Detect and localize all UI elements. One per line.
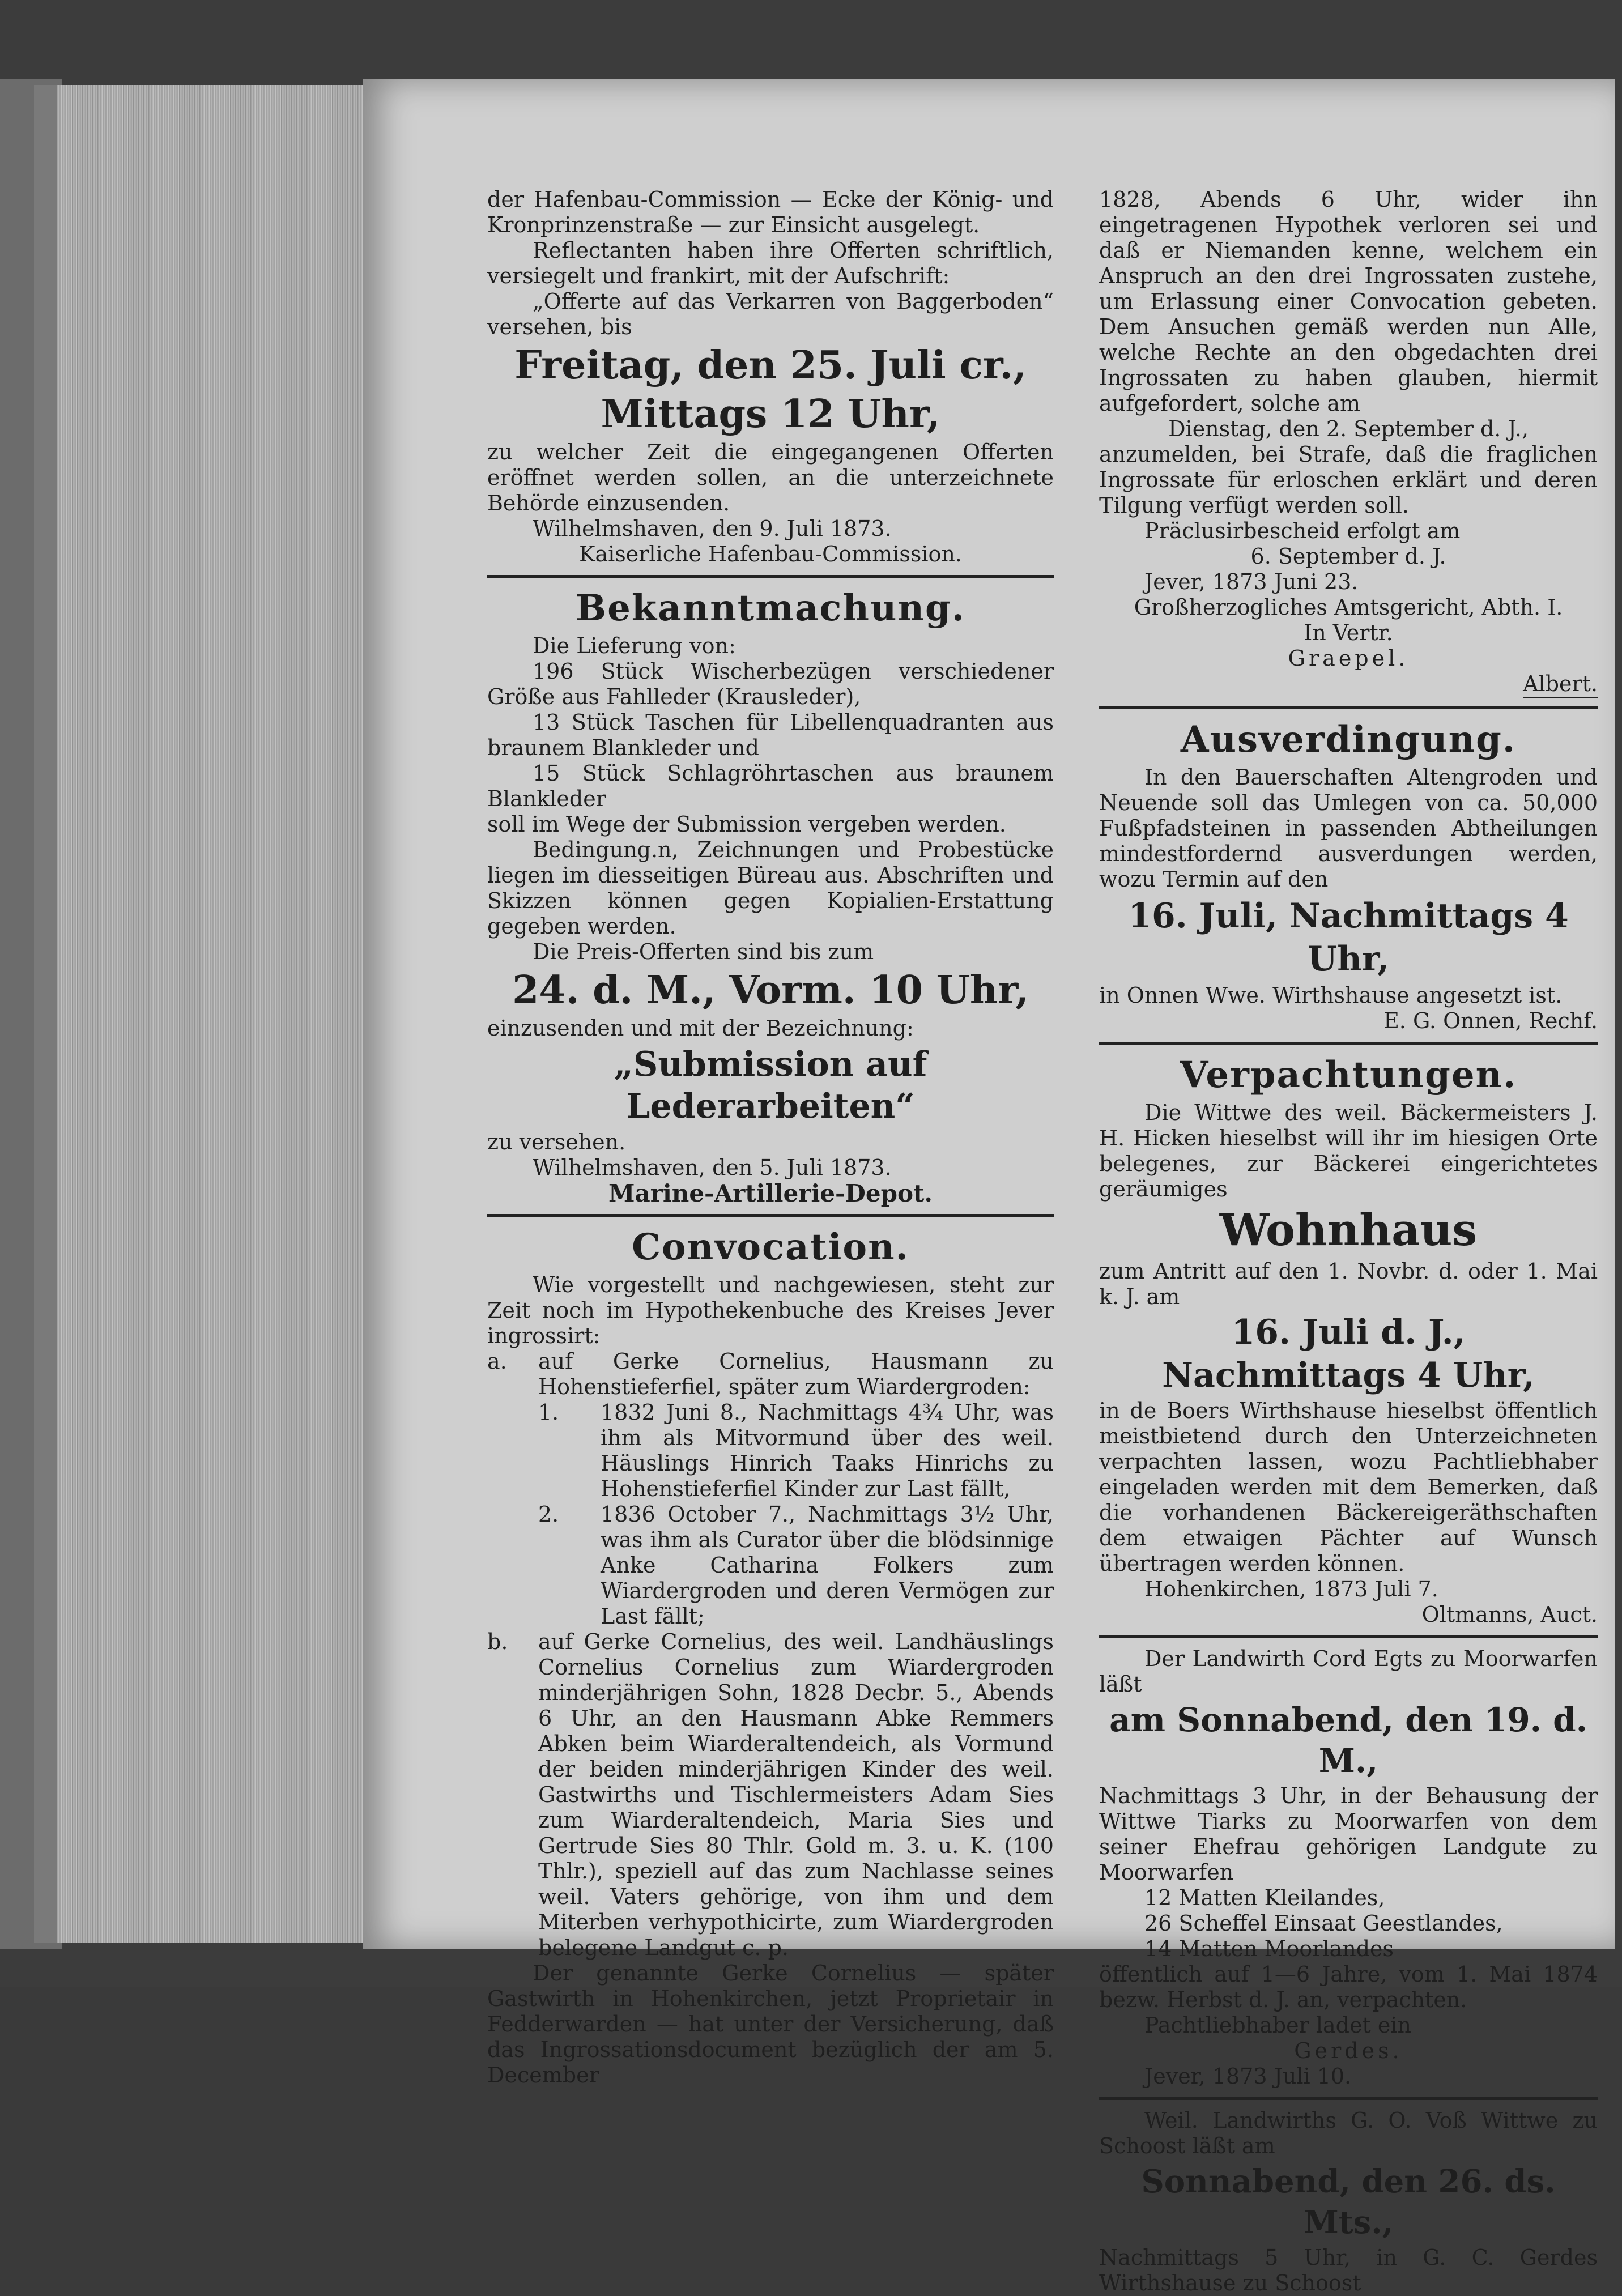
notice-text: In den Bauerschaften Altengroden und Neuende soll das Umlegen von ca. 50,000 Fußpfadsteinen in passenden Abtheilungen mindestfordernd ausverdungen werden, wozu Termin auf den (1099, 765, 1598, 892)
divider (1099, 1635, 1598, 1638)
notice-list-item: 26 Scheffel Einsaat Geestlandes, (1144, 1911, 1503, 1936)
signature: In Vertr. (1304, 620, 1393, 645)
notice-text: Die Wittwe des weil. Bäckermeisters J. H. Hicken hieselbst will ihr im hiesigen Orte belegenes, zur Bäckerei eingerichtetes geräumiges (1099, 1100, 1598, 1202)
notice-text: Der genannte Gerke Cornelius — später Gastwirth in Hohenkirchen, jetzt Proprietair in Fedderwarden — hat unter der Versicherung, daß das Ingrossationsdocument bezüglich der am 5. December (487, 1961, 1054, 2088)
notice-label: „Submission auf Lederarbeiten“ (614, 1045, 927, 1126)
notice-text: Wie vorgestellt und nachgewiesen, steht zur Zeit noch im Hypothekenbuche des Kreises Jever ingrossirt: (487, 1272, 1054, 1348)
list-label: 1. (538, 1400, 559, 1425)
notice-text: Pachtliebhaber ladet ein (1144, 2013, 1411, 2038)
notice-text: zum Antritt auf den 1. Novbr. d. oder 1. Mai k. J. am (1099, 1259, 1598, 1309)
place-date: Jever, 1873 Juni 23. (1144, 569, 1359, 594)
notice-list-item: 12 Matten Kleilandes, (1144, 1885, 1385, 1910)
divider (1099, 2097, 1598, 2100)
left-column (487, 187, 1054, 2088)
signature: Graepel. (1288, 646, 1409, 671)
divider (1099, 1042, 1598, 1045)
list-item (487, 1502, 1054, 1629)
notice-list-item: 13 Stück Taschen für Libellenquadranten aus braunem Blankleder und (487, 710, 1054, 760)
notice-text: zu versehen. (487, 1130, 626, 1155)
notice-deadline: 16. Juli d. J., (1231, 1313, 1466, 1352)
list-text: 1836 October 7., Nachmittags 3½ Uhr, was ihm als Curator über die blödsinnige Anke Catharina Folkers zum Wiardergroden und deren Vermögen zur Last fällt; (601, 1502, 1054, 1629)
divider (487, 1214, 1054, 1217)
notice-text: Präclusirbescheid erfolgt am (1144, 518, 1461, 543)
list-label: a. (487, 1349, 507, 1374)
deadline-date: Freitag, den 25. Juli cr., (514, 343, 1027, 388)
signature (1099, 671, 1598, 698)
notice-date: Dienstag, den 2. September d. J., (1168, 416, 1529, 441)
book-page-stack (34, 85, 397, 1943)
list-text: auf Gerke Cornelius, Hausmann zu Hohenstieferfiel, später zum Wiardergroden: (538, 1349, 1054, 1399)
notice-text: Bedingung.n, Zeichnungen und Probestücke liegen im diesseitigen Büreau aus. Abschriften und Skizzen können gegen Kopialien-Erstattung gegeben werden. (487, 837, 1054, 939)
notice-date: 6. September d. J. (1250, 544, 1446, 569)
signature: Kaiserliche Hafenbau-Commission. (579, 542, 962, 566)
notice-deadline: Sonnabend, den 26. ds. Mts., (1141, 2163, 1556, 2241)
notice-heading: Convocation. (632, 1226, 909, 1268)
notice-text: Die Lieferung von: (533, 633, 736, 658)
notice-text: öffentlich auf 1—6 Jahre, vom 1. Mai 1874 bezw. Herbst d. J. an, verpachten. (1099, 1962, 1598, 2012)
list-text: auf Gerke Cornelius, des weil. Landhäuslings Cornelius Cornelius zum Wiardergroden minderjährigen Sohn, 1828 Decbr. 5., Abends 6 Uhr, an den Hausmann Abke Remmers Abken beim Wiarderaltendeich, als Vormund der beiden minderjährigen Kinder des weil. Gastwirths und Tischlermeisters Adam Sies zum Wiarderaltendeich, Maria Sies und Gertrude Sies 80 Thlr. Gold m. 3. u. K. (100 Thlr.), speziell auf das zum Nachlasse seines weil. Vaters gehörige, von ihm und dem Miterben verhypothicirte, zum Wiardergroden belegene Landgut c. p. (538, 1629, 1054, 1960)
list-label: 2. (538, 1502, 559, 1527)
notice-list-item: 196 Stück Wischerbezügen verschiedener Größe aus Fahlleder (Krausleder), (487, 659, 1054, 709)
right-column (1099, 187, 1598, 2296)
place-date: Hohenkirchen, 1873 Juli 7. (1144, 1577, 1438, 1601)
signature: E. G. Onnen, Rechf. (1383, 1008, 1598, 1033)
intro-paragraph: Reflectanten haben ihre Offerten schriftlich, versiegelt und frankirt, mit der Aufschrift: (487, 238, 1054, 288)
notice-text: in Onnen Wwe. Wirthshause angesetzt ist. (1099, 983, 1563, 1008)
notice-deadline: 24. d. M., Vorm. 10 Uhr, (512, 968, 1029, 1013)
notice-text: Der Landwirth Cord Egts zu Moorwarfen läßt (1099, 1646, 1598, 1697)
list-item (487, 1400, 1054, 1502)
notice-text: anzumelden, bei Strafe, daß die fraglichen Ingrossate für erloschen erklärt und deren Tilgung verfügt werden soll. (1099, 442, 1598, 518)
notice-text: einzusenden und mit der Bezeichnung: (487, 1016, 914, 1041)
notice-list-item: 14 Matten Moorlandes (1144, 1936, 1394, 1961)
signature: Oltmanns, Auct. (1421, 1602, 1598, 1627)
notice-text: soll im Wege der Submission vergeben werden. (487, 812, 1006, 837)
deadline-time: Mittags 12 Uhr, (601, 391, 940, 437)
signature: Großherzogliches Amtsgericht, Abth. I. (1134, 595, 1563, 620)
list-text: 1832 Juni 8., Nachmittags 4¾ Uhr, was ihm als Mitvormund über des weil. Häuslings Hinrich Taaks Hinrichs zu Hohenstieferfiel Kinder zur Last fällt, (601, 1400, 1054, 1501)
signature: Gerdes. (1294, 2038, 1403, 2063)
place-date: Jever, 1873 Juli 10. (1144, 2064, 1352, 2089)
notice-heading: Verpachtungen. (1180, 1054, 1517, 1096)
notice-heading: Ausverdingung. (1180, 718, 1517, 761)
divider (487, 575, 1054, 578)
divider (1099, 706, 1598, 709)
outro-paragraph: zu welcher Zeit die eingegangenen Offerten eröffnet werden sollen, an die unterzeichnete Behörde einzusenden. (487, 440, 1054, 516)
list-item (487, 1629, 1054, 1961)
notice-subject: Wohnhaus (1219, 1204, 1478, 1256)
notice-heading: Bekanntmachung. (575, 587, 966, 629)
list-item (487, 1349, 1054, 1400)
notice-text: Weil. Landwirths G. O. Voß Wittwe zu Schoost läßt am (1099, 2108, 1598, 2158)
newspaper-page (363, 79, 1615, 2295)
notice-text: in de Boers Wirthshause hieselbst öffentlich meistbietend durch den Unterzeichneten verpachten lassen, wozu Pachtliebhaber eingeladen werden mit dem Bemerken, daß die vorhandenen Bäckereigeräthschaften dem etwaigen Pächter auf Wunsch übertragen werden können. (1099, 1398, 1598, 1576)
notice-deadline: Nachmittags 4 Uhr, (1162, 1356, 1535, 1395)
notice-text: Nachmittags 5 Uhr, in G. C. Gerdes Wirthshause zu Schoost (1099, 2245, 1598, 2295)
notice-text: Die Preis-Offerten sind bis zum (533, 939, 874, 964)
notice-list-item: 15 Stück Schlagröhrtaschen aus braunem Blankleder (487, 761, 1054, 811)
intro-paragraph: „Offerte auf das Verkarren von Baggerboden“ versehen, bis (487, 289, 1054, 339)
list-label: b. (487, 1629, 508, 1654)
place-date: Wilhelmshaven, den 5. Juli 1873. (533, 1155, 892, 1180)
notice-deadline: 16. Juli, Nachmittags 4 Uhr, (1128, 896, 1569, 979)
signature-name: Albert. (1523, 671, 1598, 698)
place-date: Wilhelmshaven, den 9. Juli 1873. (533, 516, 892, 541)
notice-text: 1828, Abends 6 Uhr, wider ihn eingetragenen Hypothek verloren sei und daß er Niemanden kenne, welchem ein Anspruch an den drei Ingrossaten zustehe, um Erlassung einer Convocation gebeten. Dem Ansuchen gemäß werden nun Alle, welche Rechte an den obgedachten drei Ingrossaten zu haben glauben, hiermit aufgefordert, solche am (1099, 187, 1598, 416)
notice-deadline: am Sonnabend, den 19. d. M., (1109, 1701, 1587, 1780)
signature: Marine-Artillerie-Depot. (608, 1179, 933, 1207)
intro-paragraph: der Hafenbau-Commission — Ecke der König- und Kronprinzenstraße — zur Einsicht ausgelegt. (487, 187, 1054, 237)
notice-text: Nachmittags 3 Uhr, in der Behausung der Wittwe Tiarks zu Moorwarfen von dem seiner Ehefrau gehörigen Landgute zu Moorwarfen (1099, 1783, 1598, 1885)
